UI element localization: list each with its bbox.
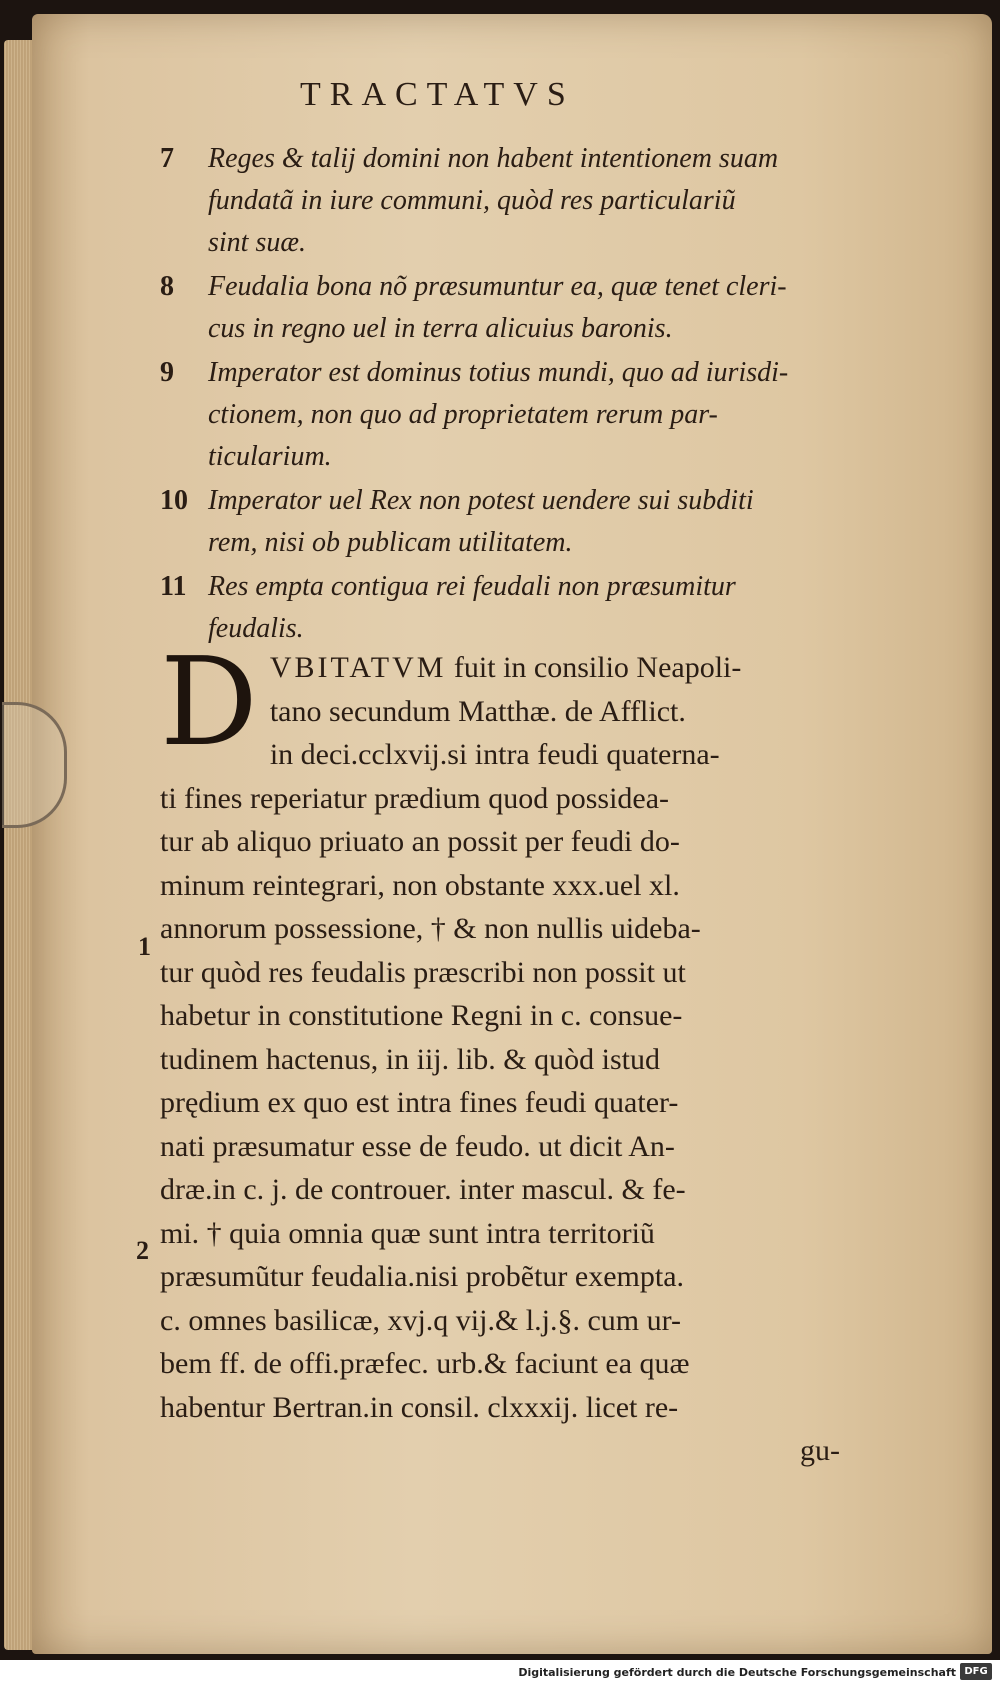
margin-number: 1 [138, 932, 151, 961]
running-head: TRACTATVS [300, 76, 575, 113]
summary-line: Reges & talij domini non habent intentionem suam [208, 143, 779, 174]
body-line: prędium ex quo est intra fines feudi quater- [160, 1086, 679, 1119]
body-line: nati præsumatur esse de feudo. ut dicit An- [160, 1129, 675, 1163]
summary-item [160, 266, 860, 350]
funding-credit: Digitalisierung gefördert durch die Deutsche Forschungsgemeinschaft [518, 1666, 956, 1679]
body-text [160, 631, 840, 1473]
summary-list [160, 138, 860, 652]
body-line: tudinem hactenus, in iij. lib. & quòd istud [160, 1042, 660, 1076]
body-line: annorum possessione, † & non nullis uideba- [160, 912, 701, 945]
body-line: tur quòd res feudalis præscribi non possit ut [160, 955, 686, 989]
body-line: præsumũtur feudalia.nisi probẽtur exempta. [160, 1260, 685, 1293]
body-line: tur ab aliquo priuato an possit per feudi do- [160, 825, 680, 858]
page-edges [4, 40, 32, 1650]
body-line-text: fuit in consilio Neapoli- [453, 651, 742, 684]
summary-line: cus in regno uel in terra alicuius baronis. [208, 313, 673, 344]
body-line: minum reintegrari, non obstante xxx.uel xl. [160, 868, 680, 902]
summary-item [160, 480, 860, 564]
summary-number: 10 [160, 485, 188, 516]
summary-number: 8 [160, 271, 174, 302]
summary-line: feudalis. [208, 613, 304, 644]
summary-line: Imperator est dominus totius mundi, quo ad iurisdi- [208, 357, 789, 388]
body-line: habetur in constitutione Regni in c. consue- [160, 999, 683, 1032]
body-line: in deci.cclxvij.si intra feudi quaterna- [269, 738, 720, 771]
body-line: ti fines reperiatur prædium quod possidea- [160, 781, 670, 815]
summary-line: ctionem, non quo ad proprietatem rerum par- [208, 399, 718, 430]
body-line: habentur Bertran.in consil. clxxxij. licet re- [160, 1390, 679, 1424]
dfg-logo-icon: DFG [960, 1663, 992, 1680]
body-line [160, 646, 840, 690]
summary-item [160, 352, 860, 478]
summary-line: sint suæ. [208, 227, 307, 258]
body-line: bem ff. de offi.præfec. urb.& faciunt ea quæ [160, 1347, 690, 1380]
body-line: mi. † quia omnia quæ sunt intra territoriũ [160, 1216, 655, 1250]
summary-line: ticularium. [208, 441, 332, 472]
summary-item [160, 566, 860, 650]
body-line: dræ.in c. j. de controuer. inter mascul. & fe- [160, 1173, 686, 1206]
catchword: gu- [800, 1434, 840, 1467]
summary-number: 7 [160, 143, 174, 174]
summary-line: rem, nisi ob publicam utilitatem. [208, 527, 573, 558]
summary-line: Imperator uel Rex non potest uendere sui subditi [208, 485, 754, 516]
body-line: tano secundum Matthæ. de Afflict. [269, 694, 686, 728]
summary-number: 9 [160, 357, 174, 388]
body-line: c. omnes basilicæ, xvj.q vij.& l.j.§. cum ur- [160, 1303, 682, 1337]
margin-number: 2 [136, 1236, 149, 1265]
opening-small-caps: VBITATVM [269, 651, 447, 684]
drop-cap: D [160, 631, 258, 773]
summary-item [160, 138, 860, 264]
summary-line: Res empta contigua rei feudali non præsumitur [208, 571, 736, 602]
summary-number: 11 [160, 571, 187, 602]
summary-line: Feudalia bona nõ præsumuntur ea, quæ tenet cleri- [208, 271, 787, 302]
summary-line: fundatã in iure communi, quòd res particulariũ [208, 185, 736, 216]
